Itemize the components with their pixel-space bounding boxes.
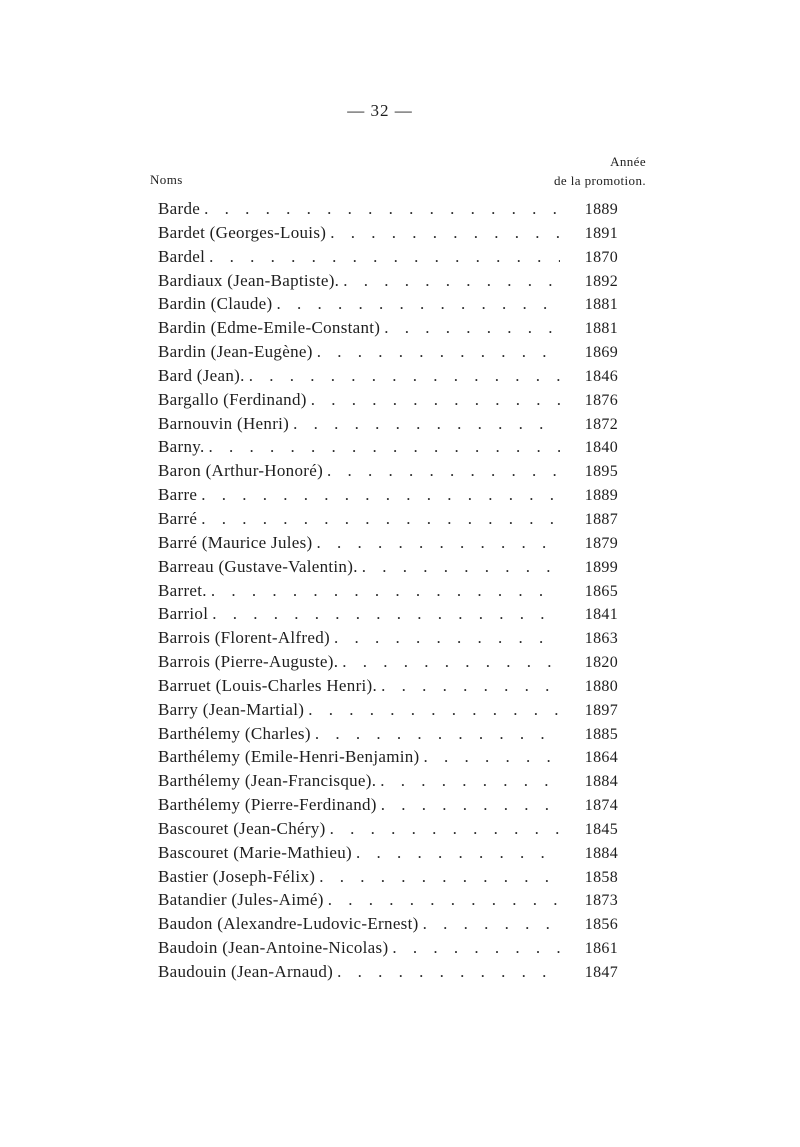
entry-year: 1863 xyxy=(584,630,618,648)
dot-leader xyxy=(209,437,561,457)
entry-year: 1880 xyxy=(584,677,618,695)
dot-leader xyxy=(356,843,560,863)
list-item xyxy=(158,700,618,724)
entry-year: 1895 xyxy=(584,463,618,481)
dot-leader xyxy=(317,533,560,553)
dot-leader xyxy=(337,962,560,982)
entry-name: Bascouret (Jean-Chéry) xyxy=(158,818,326,838)
dot-leader xyxy=(381,795,560,815)
entry-name: Barnouvin (Henri) xyxy=(158,413,290,433)
entry-year: 1885 xyxy=(584,725,618,743)
entry-year: 1887 xyxy=(584,510,618,528)
entry-name: Barry (Jean-Martial) xyxy=(158,699,305,719)
list-item xyxy=(158,223,618,247)
list-item xyxy=(158,461,618,485)
dot-leader xyxy=(362,557,560,577)
list-item xyxy=(158,390,618,414)
list-item xyxy=(158,962,618,986)
entry-year: 1841 xyxy=(584,606,618,624)
names-column-header: Noms xyxy=(150,172,183,187)
list-item xyxy=(158,366,618,390)
list-item xyxy=(158,557,618,581)
dot-leader xyxy=(308,700,560,720)
entry-name: Barre xyxy=(158,485,198,505)
entry-name: Bardel xyxy=(158,246,206,266)
entry-year: 1899 xyxy=(584,558,618,576)
dot-leader xyxy=(384,318,560,338)
list-item xyxy=(158,652,618,676)
entry-year: 1858 xyxy=(584,868,618,886)
entry-year: 1847 xyxy=(584,964,618,981)
entry-name: Barthélemy (Pierre-Ferdinand) xyxy=(158,795,377,815)
dot-leader xyxy=(381,676,560,696)
entry-year: 1840 xyxy=(584,439,618,457)
entry-name: Batandier (Jules-Aimé) xyxy=(158,890,324,910)
entry-year: 1874 xyxy=(584,797,618,815)
list-item xyxy=(158,867,618,891)
entry-name: Barthélemy (Charles) xyxy=(158,723,311,743)
dot-leader xyxy=(424,747,560,767)
entry-year: 1879 xyxy=(584,534,618,552)
entry-year: 1820 xyxy=(584,654,618,672)
dot-leader xyxy=(311,390,560,410)
entry-year: 1881 xyxy=(584,320,618,338)
list-item xyxy=(158,771,618,795)
dot-leader xyxy=(277,294,561,314)
list-item xyxy=(158,342,618,366)
entry-year: 1884 xyxy=(584,773,618,791)
entry-name: Barthélemy (Emile-Henri-Benjamin) xyxy=(158,747,420,767)
dot-leader xyxy=(201,509,560,529)
dot-leader xyxy=(249,366,560,386)
entry-name: Barny. xyxy=(158,437,205,457)
dot-leader xyxy=(328,890,560,910)
dot-leader xyxy=(315,724,560,744)
entry-year: 1897 xyxy=(584,701,618,719)
entry-year: 1873 xyxy=(584,892,618,910)
dot-leader xyxy=(392,938,560,958)
list-item xyxy=(158,509,618,533)
entry-year: 1884 xyxy=(584,844,618,862)
dot-leader xyxy=(319,867,560,887)
list-item xyxy=(158,199,618,223)
entry-name: Bard (Jean). xyxy=(158,365,245,385)
dot-leader xyxy=(204,199,560,219)
list-item xyxy=(158,271,618,295)
entry-year: 1865 xyxy=(584,582,618,600)
list-item xyxy=(158,485,618,509)
list-item xyxy=(158,938,618,962)
entry-year: 1891 xyxy=(584,224,618,242)
entry-year: 1845 xyxy=(584,820,618,838)
list-item xyxy=(158,437,618,461)
entry-year: 1861 xyxy=(584,940,618,958)
dot-leader xyxy=(201,485,560,505)
entry-year: 1872 xyxy=(584,415,618,433)
dot-leader xyxy=(212,604,560,624)
entry-name: Bascouret (Marie-Mathieu) xyxy=(158,842,352,862)
entry-name: Bardin (Jean-Eugène) xyxy=(158,342,313,362)
list-item xyxy=(158,914,618,938)
entry-name: Barret. xyxy=(158,580,207,600)
list-item xyxy=(158,676,618,700)
entry-name: Barthélemy (Jean-Francisque). xyxy=(158,771,377,791)
entry-name: Baudouin (Jean-Arnaud) xyxy=(158,962,334,981)
dot-leader xyxy=(293,414,560,434)
list-item xyxy=(158,604,618,628)
entry-name: Bardin (Claude) xyxy=(158,294,273,314)
page-number: — 32 — xyxy=(347,101,413,120)
entry-year: 1881 xyxy=(584,296,618,314)
entry-name: Baron (Arthur-Honoré) xyxy=(158,461,324,481)
entry-year: 1889 xyxy=(584,201,618,218)
dot-leader xyxy=(343,271,560,291)
entry-name: Barré xyxy=(158,508,198,528)
entry-name: Barreau (Gustave-Valentin). xyxy=(158,556,358,576)
list-item xyxy=(158,890,618,914)
entry-year: 1864 xyxy=(584,749,618,767)
dot-leader xyxy=(327,461,560,481)
dot-leader xyxy=(211,581,560,601)
list-item xyxy=(158,843,618,867)
dot-leader xyxy=(209,247,560,267)
dot-leader xyxy=(342,652,560,672)
entry-name: Bardiaux (Jean-Baptiste). xyxy=(158,270,340,290)
entry-name: Bardet (Georges-Louis) xyxy=(158,222,327,242)
dot-leader xyxy=(330,223,560,243)
entry-year: 1876 xyxy=(584,391,618,409)
year-column-header xyxy=(522,152,646,190)
entry-name: Baudon (Alexandre-Ludovic-Ernest) xyxy=(158,914,419,934)
dot-leader xyxy=(423,914,560,934)
list-item xyxy=(158,294,618,318)
year-header-line1: Année xyxy=(610,154,646,169)
list-item xyxy=(158,628,618,652)
entry-name: Barré (Maurice Jules) xyxy=(158,532,313,552)
entry-name: Bastier (Joseph-Félix) xyxy=(158,866,316,886)
year-header-line2: de la promotion. xyxy=(554,173,646,188)
entry-year: 1889 xyxy=(584,487,618,505)
entry-year: 1870 xyxy=(584,248,618,266)
dot-leader xyxy=(334,628,560,648)
entry-name: Barrois (Pierre-Auguste). xyxy=(158,652,339,672)
dot-leader xyxy=(317,342,560,362)
entry-year: 1846 xyxy=(584,367,618,385)
entry-name: Barruet (Louis-Charles Henri). xyxy=(158,675,378,695)
entry-year: 1856 xyxy=(584,916,618,934)
entry-name: Barrois (Florent-Alfred) xyxy=(158,628,330,648)
entry-name: Baudoin (Jean-Antoine-Nicolas) xyxy=(158,938,389,958)
list-item xyxy=(158,724,618,748)
list-item xyxy=(158,414,618,438)
entry-year: 1892 xyxy=(584,272,618,290)
entry-year: 1869 xyxy=(584,344,618,362)
entry-name: Bardin (Edme-Emile-Constant) xyxy=(158,318,381,338)
entry-name: Barde xyxy=(158,199,201,218)
list-item xyxy=(158,795,618,819)
list-item xyxy=(158,533,618,557)
list-item xyxy=(158,581,618,605)
dot-leader xyxy=(380,771,560,791)
promotion-list xyxy=(158,199,618,986)
dot-leader xyxy=(330,819,560,839)
list-item xyxy=(158,819,618,843)
entry-name: Bargallo (Ferdinand) xyxy=(158,389,307,409)
entry-name: Barriol xyxy=(158,604,209,624)
list-item xyxy=(158,747,618,771)
list-item xyxy=(158,318,618,342)
list-item xyxy=(158,247,618,271)
